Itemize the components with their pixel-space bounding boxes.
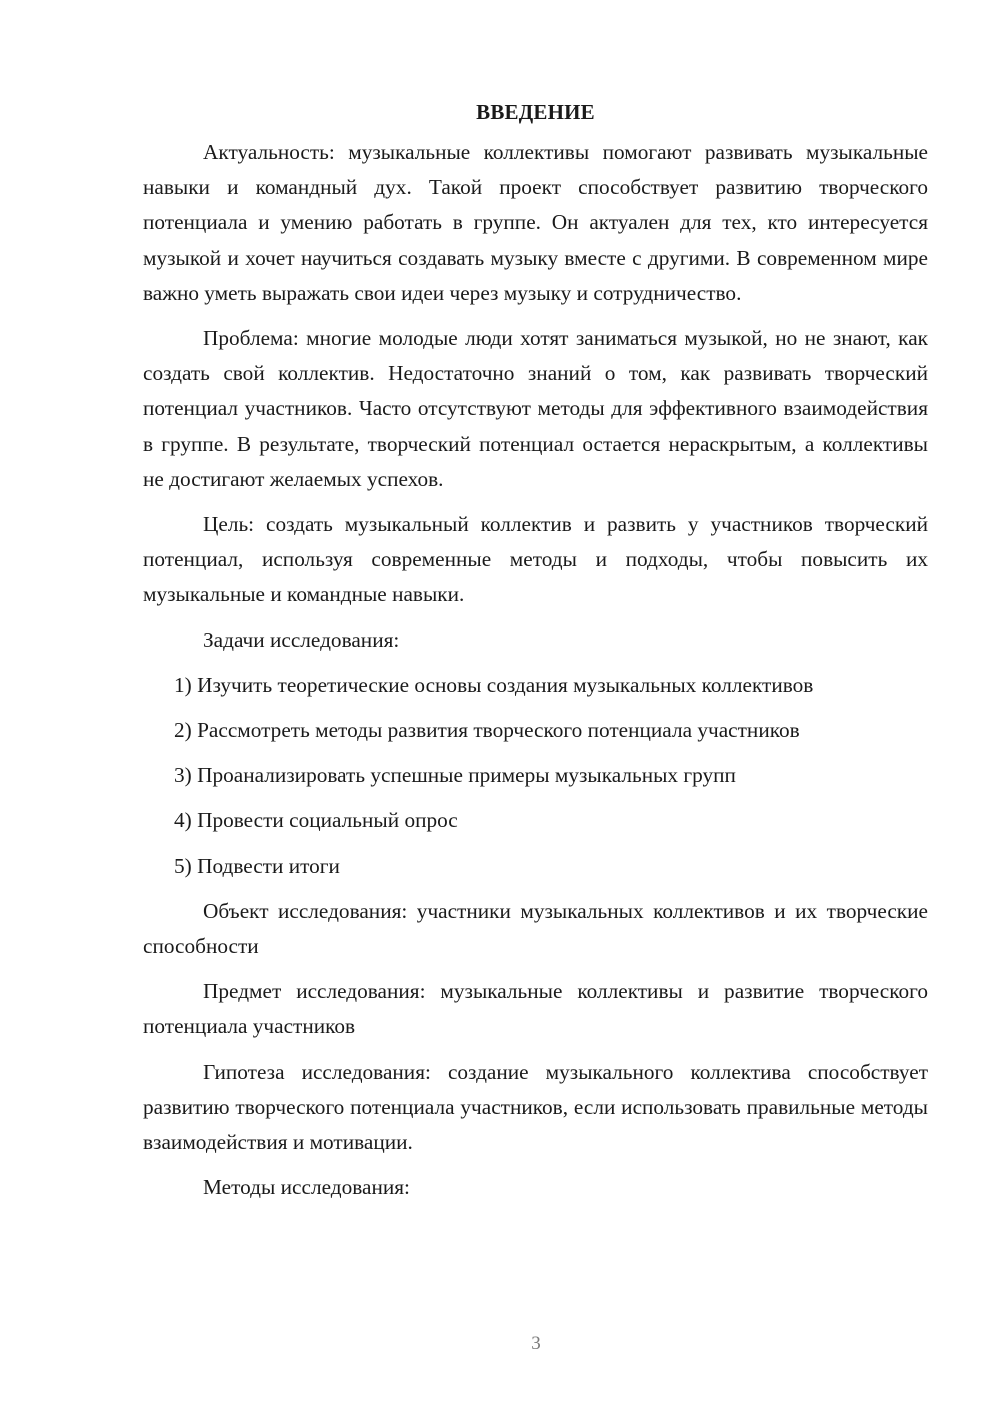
task-item: 4) Провести социальный опрос bbox=[174, 808, 458, 833]
methods-heading: Методы исследования: bbox=[203, 1175, 410, 1200]
hypothesis-paragraph: Гипотеза исследования: создание музыкального коллектива способствует развитию творческого потенциала участников, если использовать правильные методы взаимодействия и мотивации. bbox=[143, 1059, 928, 1155]
problem-paragraph: Проблема: многие молодые люди хотят заниматься музыкой, но не знают, как создать свой коллектив. Недостаточно знаний о том, как развивать творческий потенциал участников. Часто отсутствуют методы для эффективного взаимодействия в группе. В результате, творческий потенциал остается нераскрытым, а коллективы не достигают желаемых успехов. bbox=[143, 326, 928, 491]
task-item: 1) Изучить теоретические основы создания музыкальных коллективов bbox=[174, 672, 814, 697]
object-paragraph: Объект исследования: участники музыкальных коллективов и их творческие способности bbox=[143, 898, 928, 959]
section-title: ВВЕДЕНИЕ bbox=[476, 100, 595, 124]
relevance-paragraph: Актуальность: музыкальные коллективы помогают развивать музыкальные навыки и командный дух. Такой проект способствует развитию творческого потенциала и умению работать в группе. Он актуален для тех, кто интересуется музыкой и хочет научиться создавать музыку вместе с другими. В современном мире важно уметь выражать свои идеи через музыку и сотрудничество. bbox=[143, 140, 928, 305]
task-item: 5) Подвести итоги bbox=[174, 853, 340, 878]
task-item: 2) Рассмотреть методы развития творческого потенциала участников bbox=[174, 718, 800, 743]
tasks-heading: Задачи исследования: bbox=[203, 627, 400, 652]
goal-paragraph: Цель: создать музыкальный коллектив и развить у участников творческий потенциал, используя современные методы и подходы, чтобы повысить их музыкальные и командные навыки. bbox=[143, 512, 928, 607]
subject-paragraph: Предмет исследования: музыкальные коллективы и развитие творческого потенциала участников bbox=[143, 979, 928, 1039]
document-page bbox=[143, 95, 928, 1215]
task-item: 3) Проанализировать успешные примеры музыкальных групп bbox=[174, 763, 736, 788]
tasks-list bbox=[143, 668, 928, 884]
page-number: 3 bbox=[531, 1333, 541, 1354]
